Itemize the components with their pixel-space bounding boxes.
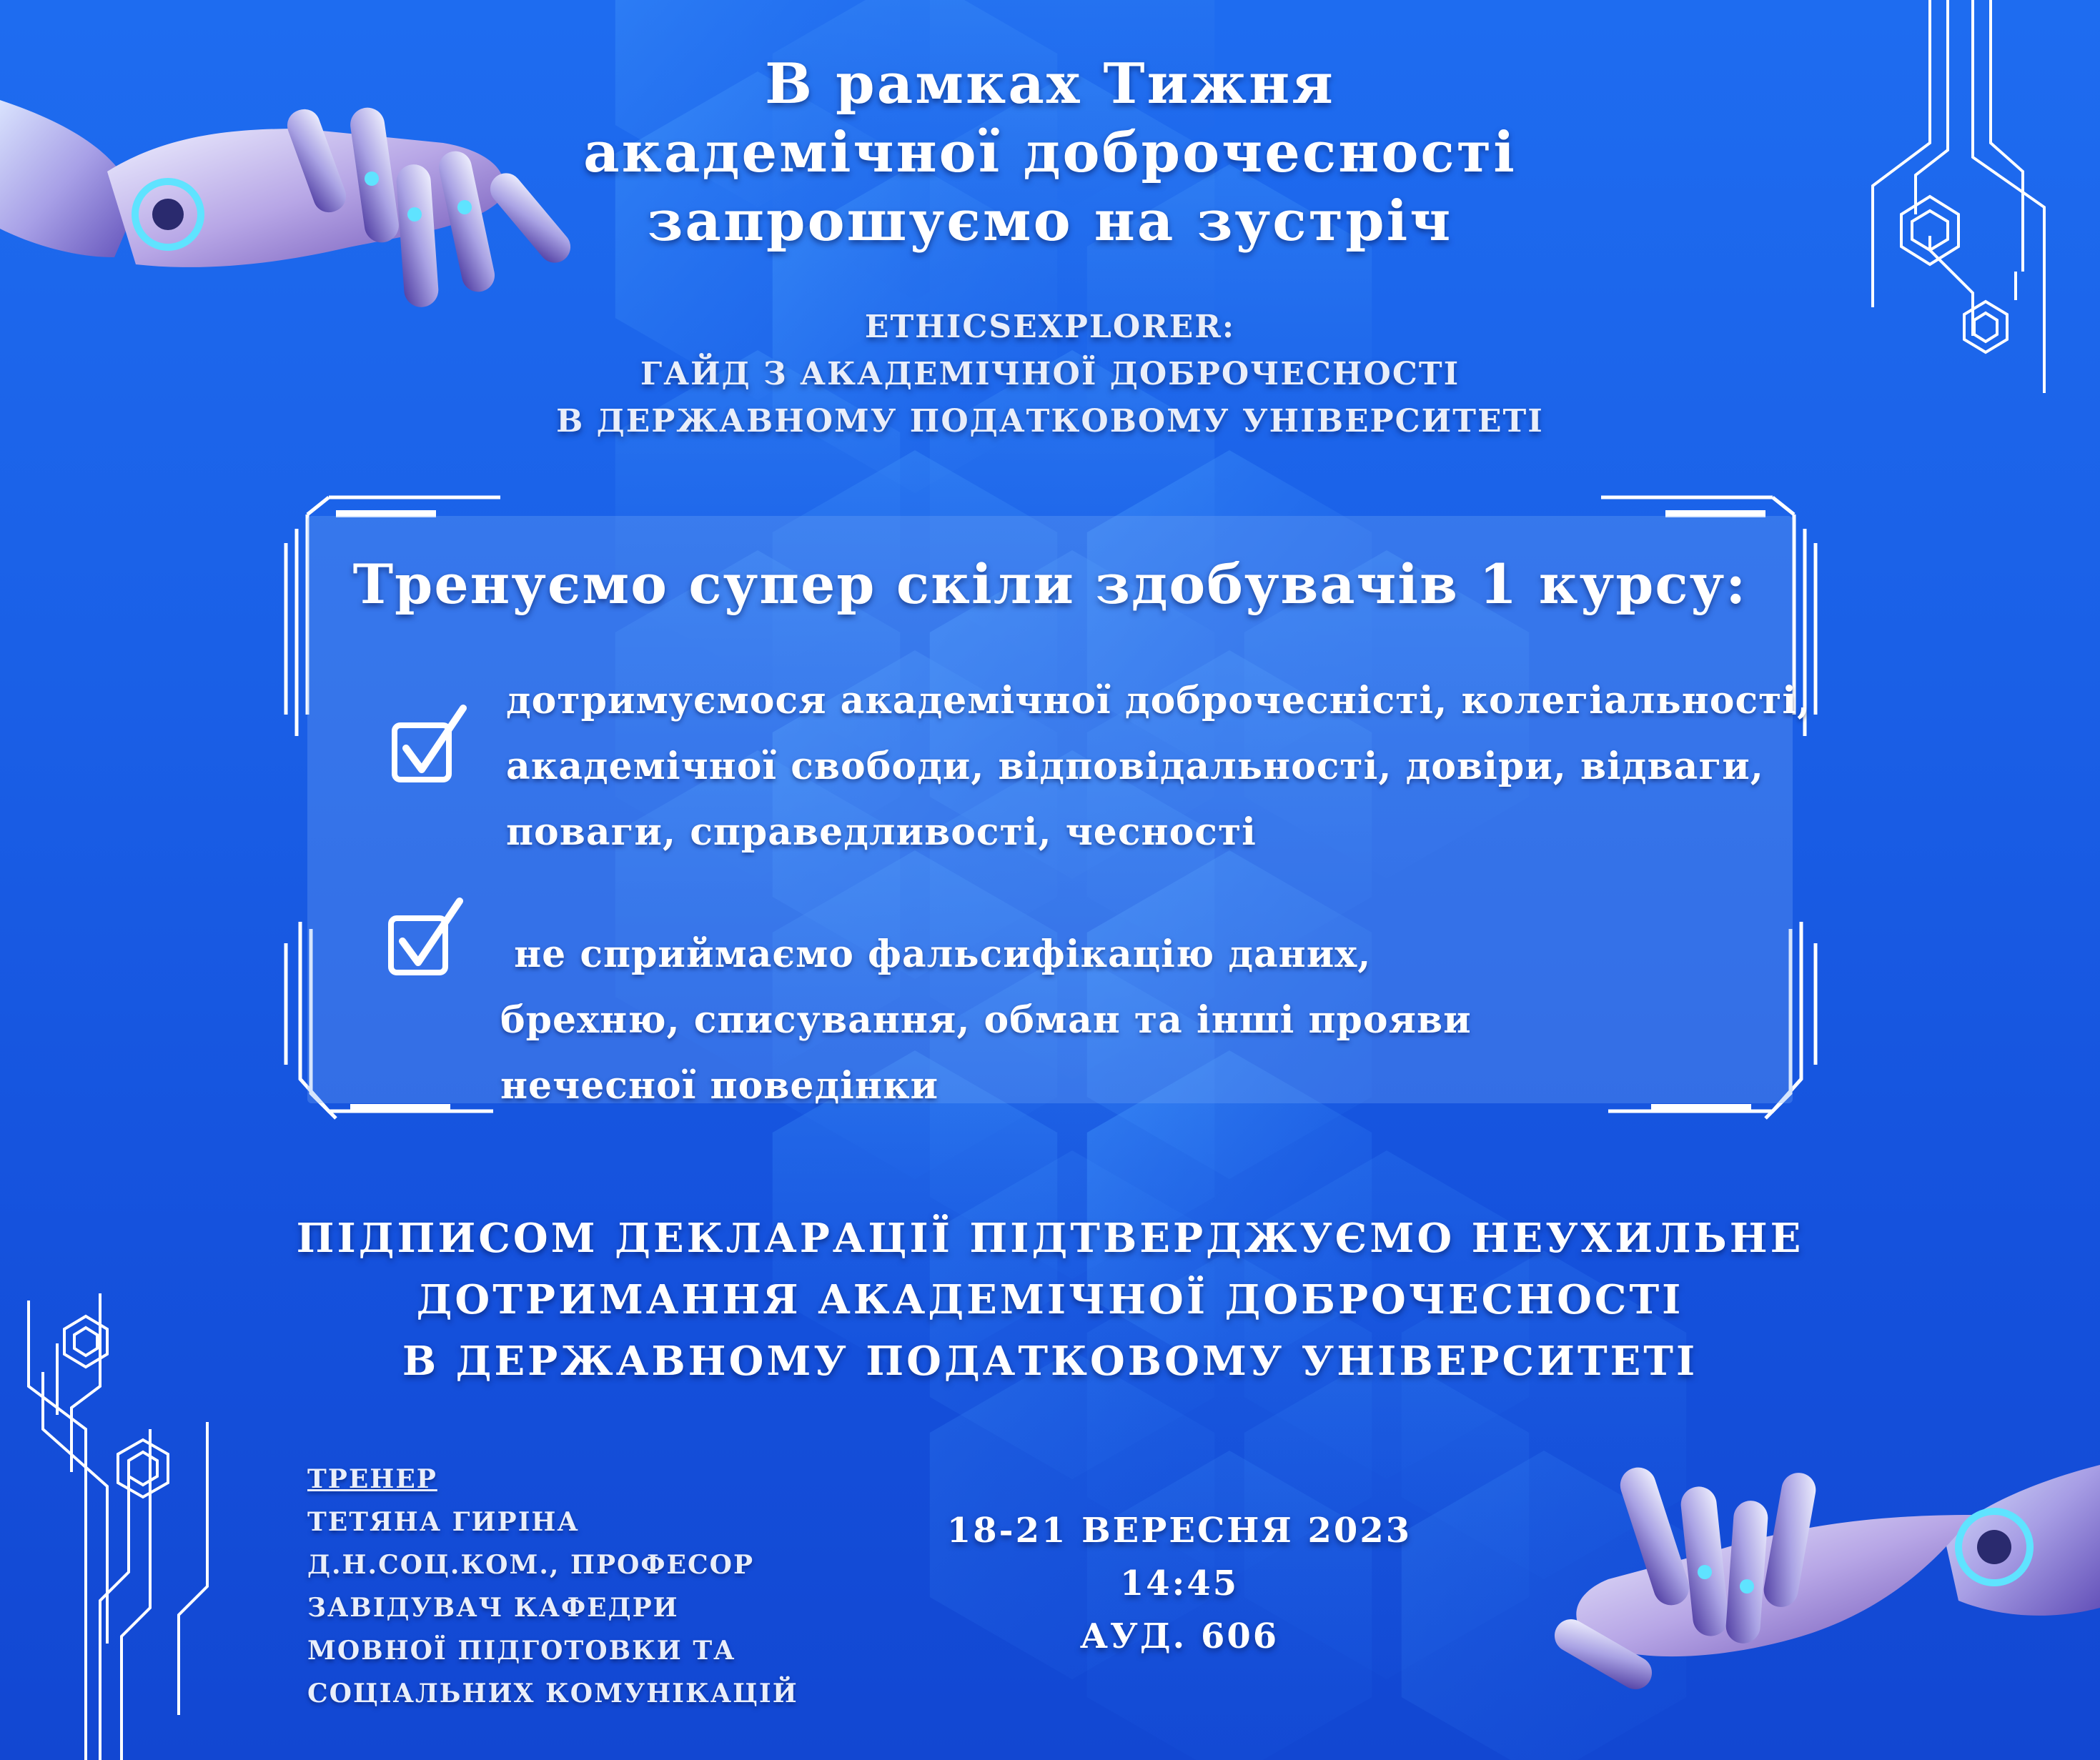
page-subtitle [0,304,2100,445]
skill-item [506,668,1811,865]
title-line: академічної доброчесності [583,120,1517,185]
declaration-line: ПІДПИСОМ ДЕКЛАРАЦІЇ ПІДТВЕРДЖУЄМО НЕУХИЛЬНЕ [296,1215,1804,1262]
trainer-info [307,1458,798,1715]
skill-item-line: не сприймаємо фальсифікацію даних, [500,933,1372,976]
checkbox-checked-icon [386,704,472,790]
declaration-text [0,1208,2100,1392]
subtitle-line: ГАЙД З АКАДЕМІЧНОЇ ДОБРОЧЕСНОСТІ [640,356,1460,392]
skill-item-line: нечесної поведінки [500,1064,939,1108]
skill-item-line: поваги, справедливості, чесності [506,810,1257,854]
subtitle-line: ETHICSEXPLORER: [864,309,1236,345]
event-details [858,1504,1501,1663]
skill-item-line: дотримуємося академічної доброчесністі, колегіальності, [506,679,1811,722]
page-title [0,50,2100,256]
robot-hand-right-icon [1549,1463,2100,1695]
trainer-line: ЗАВІДУВАЧ КАФЕДРИ [307,1593,679,1623]
subtitle-line: В ДЕРЖАВНОМУ ПОДАТКОВОМУ УНІВЕРСИТЕТІ [556,403,1544,439]
skills-heading: Тренуємо супер скіли здобувачів 1 курсу: [352,552,1748,616]
event-room: АУД. 606 [1079,1616,1279,1656]
skill-item [500,922,1472,1119]
trainer-line: ТЕТЯНА ГИРІНА [307,1507,580,1537]
declaration-line: В ДЕРЖАВНОМУ ПОДАТКОВОМУ УНІВЕРСИТЕТІ [402,1338,1698,1385]
event-time: 14:45 [1119,1563,1239,1604]
title-line: В рамках Тижня [765,51,1335,116]
declaration-line: ДОТРИМАННЯ АКАДЕМІЧНОЇ ДОБРОЧЕСНОСТІ [416,1276,1684,1323]
checkbox-checked-icon [382,897,468,983]
skill-item-line: академічної свободи, відповідальності, довіри, відваги, [506,745,1764,788]
trainer-line: МОВНОЇ ПІДГОТОВКИ ТА [307,1636,736,1666]
skill-item-line: брехню, списування, обман та інші прояви [500,998,1472,1042]
trainer-line: СОЦІАЛЬНИХ КОМУНІКАЦІЙ [307,1679,798,1709]
event-dates: 18-21 ВЕРЕСНЯ 2023 [946,1511,1412,1551]
title-line: запрошуємо на зустріч [647,189,1453,254]
trainer-line: Д.Н.СОЦ.КОМ., ПРОФЕСОР [307,1550,755,1580]
trainer-label: ТРЕНЕР [307,1464,437,1494]
